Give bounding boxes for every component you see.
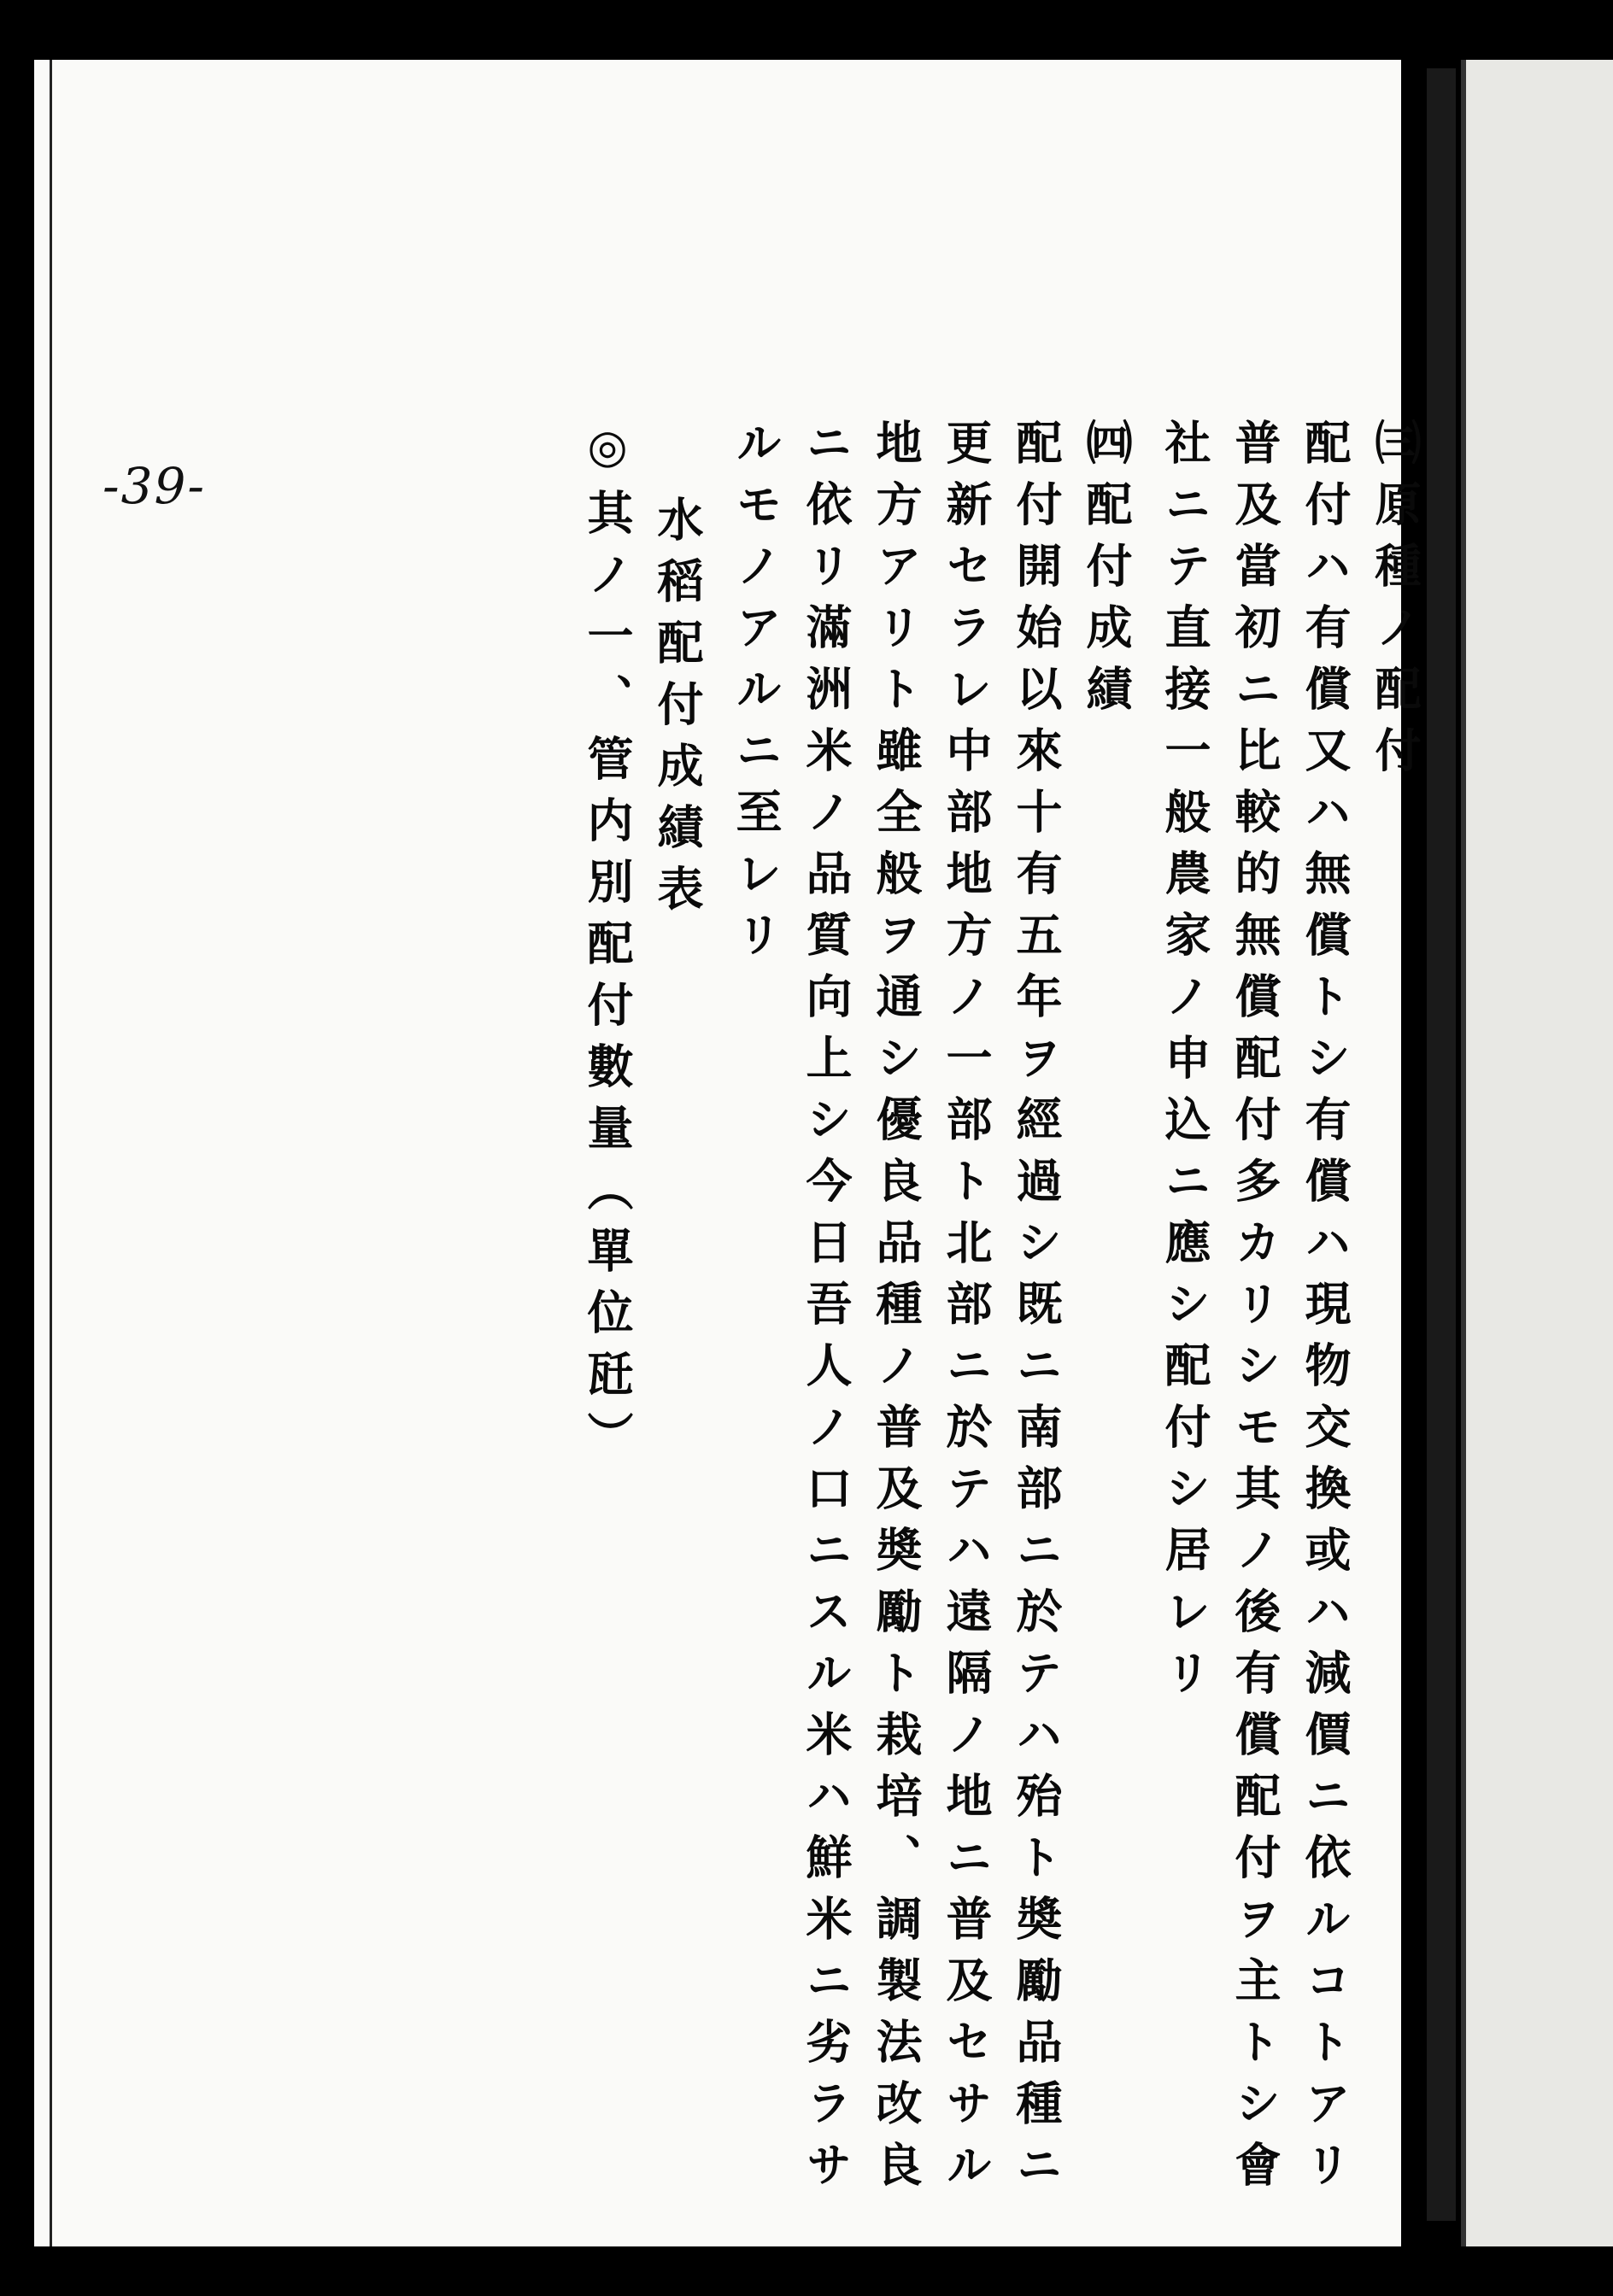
text-column: ニ依リ滿洲米ノ品質向上シ今日吾人ノ口ニスル米ハ鮮米ニ劣ラサ: [799, 419, 853, 2202]
text-column: 普及當初ニ比較的無償配付多カリシモ其ノ後有償配付ヲ主トシ會: [1228, 419, 1282, 2202]
section-heading-distribution-results: ㈣配付成績: [1079, 419, 1134, 726]
text-column: 地方アリト雖全般ヲ通シ優良品種ノ普及奬勵ト栽培、調製法改良: [869, 419, 924, 2202]
section-heading-original-seed: ㈢原種ノ配付: [1368, 419, 1422, 788]
table-subtitle: ◎其ノ一、管内別配付數量（單位瓩）: [580, 419, 635, 1473]
document-page: [34, 60, 1422, 2246]
facing-page-edge-line: [1461, 60, 1466, 2246]
book-binding: [1427, 68, 1456, 2221]
facing-page-edge: [1461, 60, 1613, 2246]
text-column: 社ニテ直接一般農家ノ申込ニ應シ配付シ居レリ: [1158, 419, 1212, 1710]
page-left-rule: [50, 60, 52, 2246]
page-number: -39-: [103, 457, 206, 515]
text-column: ルモノアルニ至レリ: [729, 419, 783, 972]
table-title: 水稻配付成績表: [650, 495, 705, 926]
vertical-text-block: [461, 419, 1422, 2202]
text-column: 配付開始以來十有五年ヲ經過シ既ニ南部ニ於テハ殆ト奬勵品種ニ: [1009, 419, 1064, 2202]
text-column: 配付ハ有償又ハ無償トシ有償ハ現物交換或ハ減價ニ依ルコトアリ: [1298, 419, 1352, 2202]
text-column: 更新セラレ中部地方ノ一部ト北部ニ於テハ遠隔ノ地ニ普及セサル: [939, 419, 994, 2202]
